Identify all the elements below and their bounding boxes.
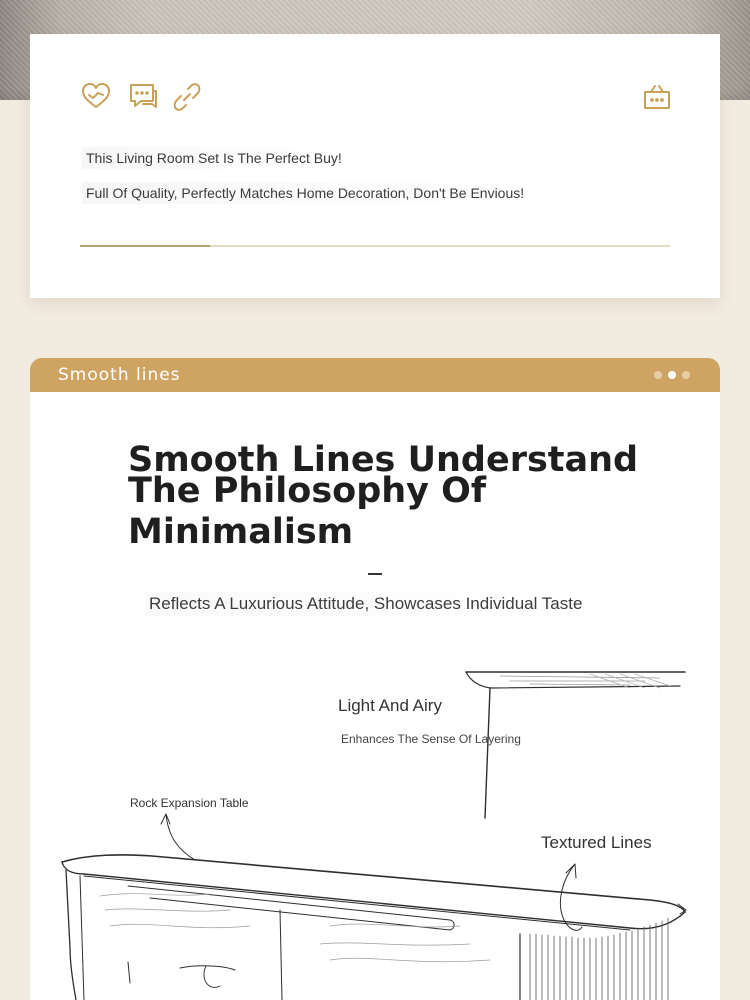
section-header-label: Smooth lines	[58, 365, 181, 385]
promo-line-2: Full Of Quality, Perfectly Matches Home Decoration, Don't Be Envious!	[82, 182, 528, 204]
progress-fill	[80, 245, 210, 247]
heart-hand-icon[interactable]	[80, 80, 112, 112]
link-icon[interactable]	[171, 81, 203, 113]
headline-line-2: The Philosophy Of	[128, 471, 487, 511]
subheadline: Reflects A Luxurious Attitude, Showcases Individual Taste	[145, 592, 586, 616]
divider-dash	[368, 573, 382, 575]
smooth-lines-section	[30, 358, 720, 1000]
pager-dot-2[interactable]	[668, 371, 676, 379]
section-header	[30, 358, 720, 392]
pager-dot-1[interactable]	[654, 371, 662, 379]
shopping-bag-icon[interactable]	[641, 81, 673, 113]
pager-dots	[654, 371, 690, 379]
chat-bubble-icon[interactable]	[127, 80, 159, 112]
annotation-layering: Enhances The Sense Of Layering	[341, 732, 521, 746]
progress-bar	[80, 245, 670, 247]
headline	[128, 442, 648, 551]
pager-dot-3[interactable]	[682, 371, 690, 379]
product-card	[30, 34, 720, 298]
annotation-rock-table: Rock Expansion Table	[130, 796, 249, 810]
annotation-textured-lines: Textured Lines	[541, 833, 652, 852]
promo-line-1: This Living Room Set Is The Perfect Buy!	[82, 147, 346, 169]
headline-line-3: Minimalism	[128, 512, 354, 552]
annotation-light-and-airy: Light And Airy	[338, 696, 442, 715]
headline-line-1: Smooth Lines Understand	[128, 440, 639, 480]
